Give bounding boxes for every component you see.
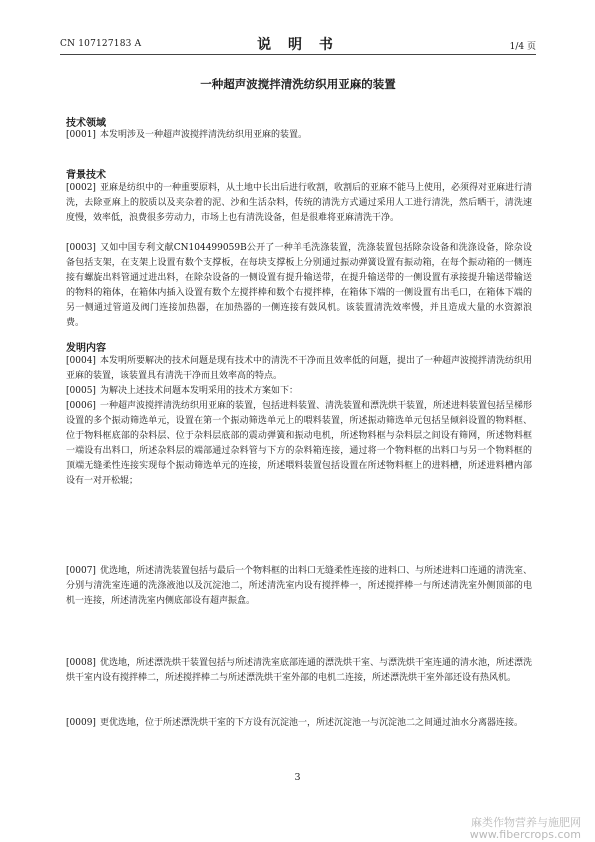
paragraph-number: [0005] — [66, 386, 96, 396]
paragraph-number: [0007] — [66, 566, 96, 576]
paragraph-0003 — [66, 241, 532, 331]
paragraph-number: [0004] — [66, 356, 96, 366]
paragraph-text: 优选地，所述漂洗烘干装置包括与所述清洗室底部连通的漂洗烘干室、与漂洗烘干室连通的清水池，所述漂洗烘干室内设有搅拌棒二，所述搅拌棒二与所述漂洗烘干室外部的电机二连接，所述漂洗烘干室外部还设有热风机。 — [66, 658, 532, 683]
watermark-site-name: 麻类作物营养与施肥网 — [471, 816, 581, 829]
paragraph-0002 — [66, 181, 532, 226]
paragraph-0008 — [66, 656, 532, 686]
paragraph-text: 亚麻是纺织中的一种重要原料，从土地中长出后进行收割，收割后的亚麻不能马上使用，必须得对亚麻进行清洗，去除亚麻上的胶质以及夹杂着的泥、沙和生活杂料，传统的清洗方式通过采用人工进行清洗，然后晒干，清洗速度慢，效率低，浪费很多劳动力，市场上也有清洗设备，但是很难将亚麻清洗干净。 — [66, 183, 532, 223]
section-heading-invention: 发明内容 — [66, 343, 106, 354]
section-heading-background: 背景技术 — [66, 170, 106, 181]
paragraph-text: 本发明涉及一种超声波搅拌清洗纺织用亚麻的装置。 — [99, 130, 307, 140]
paragraph-number: [0001] — [66, 130, 96, 140]
page-label: 1/4 页 — [509, 42, 536, 52]
paragraph-number: [0008] — [66, 658, 96, 668]
page-number: 3 — [294, 772, 301, 783]
section-heading-tech-field: 技术领域 — [66, 118, 106, 129]
paragraph-number: [0006] — [66, 401, 96, 411]
paragraph-text: 为解决上述技术问题本发明采用的技术方案如下： — [99, 386, 298, 396]
document-type: 说 明 书 — [257, 37, 339, 53]
patent-number: CN 107127183 A — [60, 39, 142, 49]
paragraph-0007 — [66, 564, 532, 609]
paragraph-text: 又如中国专利文献CN104499059B公开了一种羊毛洗涤装置，洗涤装置包括除杂设备和洗涤设备，除杂设备包括支架，在支架上设置有数个支撑板，在每块支撑板上分别通过振动弹簧设置有振动箱，在每个振动箱的一侧连接有螺旋出料管通过进出料，在除杂设备的一侧设置有提升输送带，在提升输送带的一侧设置有承接提升输送带输送的物料的箱体，在箱体内插入设置有数个左搅拌棒和数个右搅拌棒，在箱体下端的一侧设置有出毛口，在箱体下端的另一侧通过管道及阀门连接加热器，在加热器的一侧连接有鼓风机。该装置清洗效率慢，并且造成大量的水资源浪费。 — [66, 243, 532, 328]
paragraph-0004 — [66, 354, 532, 384]
paragraph-number: [0002] — [66, 183, 96, 193]
paragraph-0009 — [66, 716, 532, 731]
watermark-url: www.fibercrops.com — [469, 828, 581, 841]
paragraph-text: 优选地，所述清洗装置包括与最后一个物料框的出料口无缝柔性连接的进料口、与所述进料口连通的清洗室、分别与清洗室连通的洗涤液池以及沉淀池二，所述清洗室内设有搅拌棒一，所述搅拌棒一与所述清洗室外侧顶部的电机一连接，所述清洗室内侧底部设有超声振盒。 — [66, 566, 532, 606]
paragraph-0006 — [66, 399, 532, 489]
page-header — [60, 34, 536, 55]
paragraph-text: 更优选地，位于所述漂洗烘干室的下方设有沉淀池一，所述沉淀池一与沉淀池二之间通过油水分离器连接。 — [99, 718, 523, 728]
document-title: 一种超声波搅拌清洗纺织用亚麻的装置 — [200, 77, 396, 91]
paragraph-number: [0003] — [66, 243, 96, 253]
paragraph-0001 — [66, 128, 532, 143]
paragraph-0005 — [66, 384, 532, 399]
paragraph-number: [0009] — [66, 718, 96, 728]
paragraph-text: 本发明所要解决的技术问题是现有技术中的清洗不干净而且效率低的问题，提出了一种超声波搅拌清洗纺织用亚麻的装置，该装置具有清洗干净而且效率高的特点。 — [66, 356, 532, 381]
paragraph-text: 一种超声波搅拌清洗纺织用亚麻的装置，包括进料装置、清洗装置和漂洗烘干装置，所述进料装置包括呈梯形设置的多个振动筛选单元，设置在第一个振动筛选单元上的喂料装置，所述振动筛选单元包括呈倾斜设置的物料框、位于物料框底部的杂料层、位于杂料层底部的震动弹簧和振动电机，所述物料框与杂料层之间设有筛网，所述物料框一端设有出料口，所述杂料层的端部通过杂料管与下方的杂料箱连接，通过将一个物料框的出料口与另一个物料框的顶端无缝柔性连接实现每个振动筛选单元的连接，所述喂料装置包括设置在所述物料框上的进料槽，所述进料槽内部设有一对开松辊； — [66, 401, 532, 486]
